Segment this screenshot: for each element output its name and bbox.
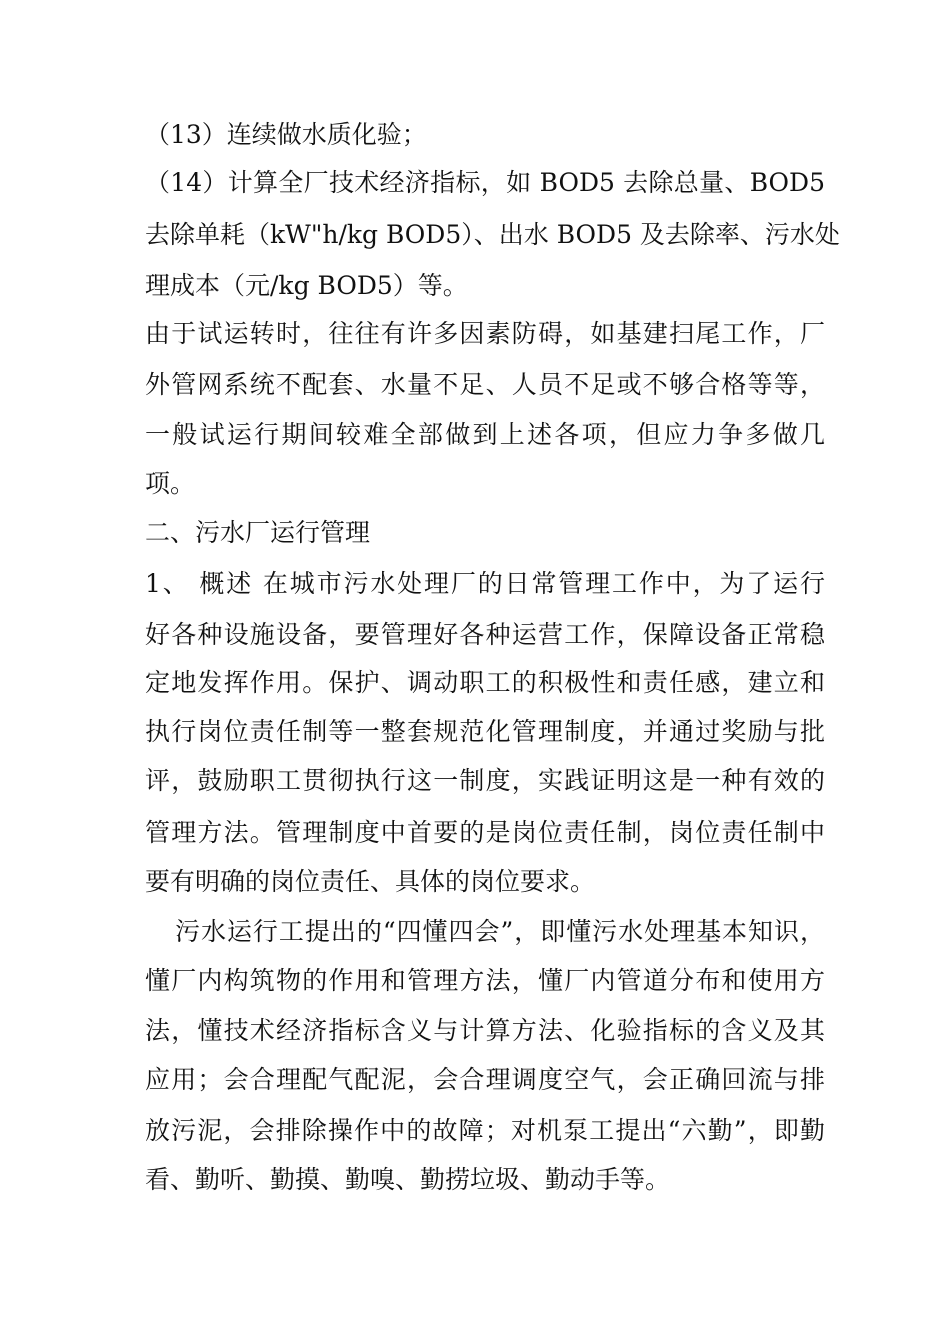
text-line: 污水运行工提出的“四懂四会”，即懂污水处理基本知识， (175, 917, 825, 946)
text-line: 评，鼓励职工贯彻执行这一制度，实践证明这是一种有效的 (145, 766, 825, 795)
text-line: （14）计算全厂技术经济指标，如 BOD5 去除总量、BOD5 (145, 168, 825, 197)
text-line: 要有明确的岗位责任、具体的岗位要求。 (145, 867, 596, 896)
text-line: 1、 概述 在城市污水处理厂的日常管理工作中，为了运行 (145, 569, 825, 598)
text-line: 外管网系统不配套、水量不足、人员不足或不够合格等等， (145, 370, 825, 399)
text-line: 理成本（元/kg BOD5）等。 (145, 271, 468, 300)
text-line: （13）连续做水质化验； (145, 120, 427, 149)
section-heading: 二、污水厂运行管理 (145, 518, 371, 547)
text-line: 看、勤听、勤摸、勤嗅、勤捞垃圾、勤动手等。 (145, 1165, 671, 1194)
text-line: 好各种设施设备，要管理好各种运营工作，保障设备正常稳 (145, 620, 825, 649)
text-line: 放污泥，会排除操作中的故障；对机泵工提出“六勤”，即勤 (145, 1116, 825, 1145)
text-line: 一般试运行期间较难全部做到上述各项，但应力争多做几 (145, 420, 825, 449)
text-line: 由于试运转时，往往有许多因素防碍，如基建扫尾工作，厂 (145, 319, 825, 348)
text-line: 执行岗位责任制等一整套规范化管理制度，并通过奖励与批 (145, 717, 825, 746)
text-line: 项。 (145, 469, 196, 498)
text-line: 应用；会合理配气配泥，会合理调度空气，会正确回流与排 (145, 1065, 825, 1094)
text-line: 法，懂技术经济指标含义与计算方法、化验指标的含义及其 (145, 1016, 825, 1045)
text-line: 管理方法。管理制度中首要的是岗位责任制，岗位责任制中 (145, 818, 825, 847)
text-line: 定地发挥作用。保护、调动职工的积极性和责任感，建立和 (145, 668, 825, 697)
text-line: 懂厂内构筑物的作用和管理方法，懂厂内管道分布和使用方 (145, 966, 825, 995)
text-line: 去除单耗（kW"h/kg BOD5）、出水 BOD5 及去除率、污水处 (145, 220, 840, 249)
